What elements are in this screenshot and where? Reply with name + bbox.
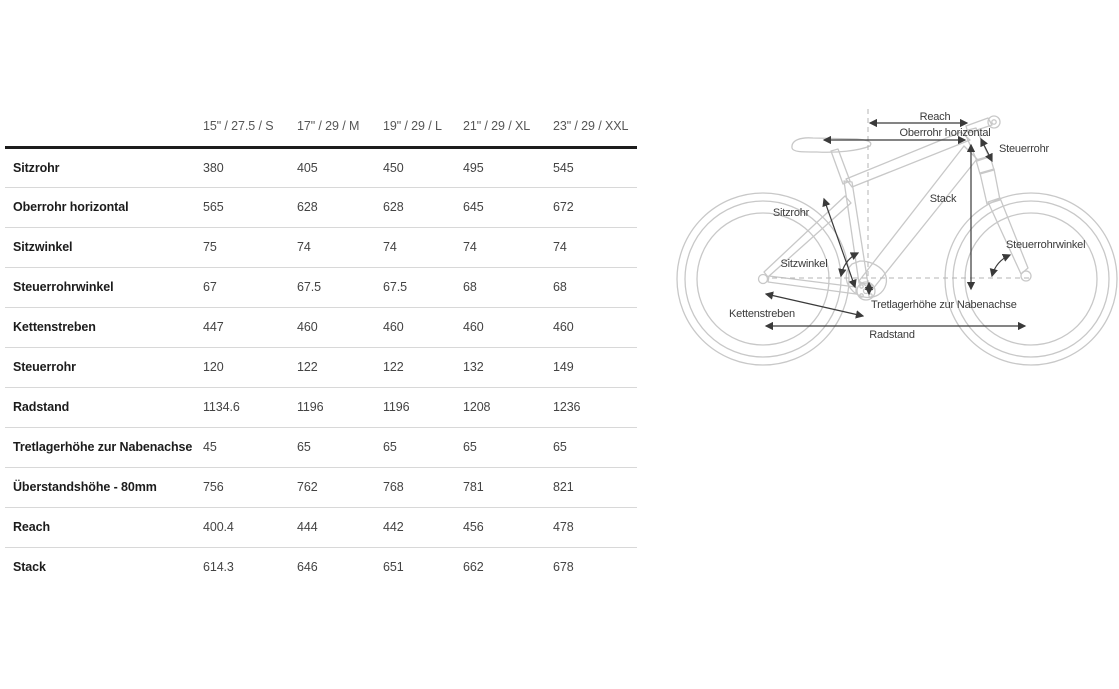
geometry-row bbox=[5, 187, 637, 227]
geometry-value: 450 bbox=[380, 147, 460, 187]
size-column-header: 17" / 29 / M bbox=[294, 107, 380, 147]
geometry-value: 74 bbox=[460, 227, 550, 267]
kettenstreben-arrow bbox=[766, 294, 863, 316]
geometry-row bbox=[5, 507, 637, 547]
geometry-row-label: Kettenstreben bbox=[5, 307, 200, 347]
geometry-value: 68 bbox=[460, 267, 550, 307]
guide-lines bbox=[772, 109, 1030, 284]
geometry-value: 380 bbox=[200, 147, 294, 187]
geometry-value: 651 bbox=[383, 560, 404, 575]
geometry-value: 67 bbox=[200, 267, 294, 307]
geometry-row-label: Radstand bbox=[5, 387, 200, 427]
geometry-value: 442 bbox=[380, 507, 460, 547]
geometry-row-label: Stack bbox=[13, 560, 46, 575]
geometry-value: 74 bbox=[294, 227, 380, 267]
geometry-value: 65 bbox=[294, 427, 380, 467]
geometry-value: 821 bbox=[550, 467, 637, 507]
diagram-label-stack: Stack bbox=[929, 193, 957, 205]
geometry-value: 67.5 bbox=[380, 267, 460, 307]
geometry-value: 1236 bbox=[550, 387, 637, 427]
geometry-value: 460 bbox=[380, 307, 460, 347]
geometry-value: 120 bbox=[200, 347, 294, 387]
geometry-value: 1196 bbox=[380, 387, 460, 427]
rear-wheel bbox=[677, 193, 849, 365]
size-column-header: 21" / 29 / XL bbox=[460, 107, 550, 147]
diagram-label-radstand: Radstand bbox=[869, 329, 915, 341]
geometry-value: 400.4 bbox=[200, 507, 294, 547]
geometry-value: 565 bbox=[200, 187, 294, 227]
geometry-value: 628 bbox=[380, 187, 460, 227]
corner-header-cell bbox=[5, 107, 200, 147]
steuerrohrwinkel-angle-arrow bbox=[992, 255, 1010, 276]
geometry-value: 122 bbox=[380, 347, 460, 387]
fork bbox=[976, 156, 1031, 281]
geometry-row bbox=[5, 427, 637, 467]
diagram-label-steuerrohr: Steuerrohr bbox=[999, 143, 1049, 155]
diagram-label-kettenstreben: Kettenstreben bbox=[729, 308, 795, 320]
geometry-value: 1134.6 bbox=[200, 387, 294, 427]
geometry-value: 74 bbox=[550, 227, 637, 267]
geometry-value: 646 bbox=[297, 560, 318, 575]
geometry-row-label: Oberrohr horizontal bbox=[5, 187, 200, 227]
geometry-value: 478 bbox=[550, 507, 637, 547]
geometry-value: 495 bbox=[460, 147, 550, 187]
front-wheel bbox=[945, 193, 1117, 365]
size-column-header: 23" / 29 / XXL bbox=[550, 107, 637, 147]
measurement-arrows bbox=[766, 123, 1025, 326]
geometry-value: 67.5 bbox=[294, 267, 380, 307]
geometry-value: 149 bbox=[550, 347, 637, 387]
steuerrohr-arrow bbox=[981, 139, 992, 161]
geometry-value: 68 bbox=[550, 267, 637, 307]
geometry-row bbox=[5, 147, 637, 187]
geometry-row bbox=[5, 387, 637, 427]
geometry-value: 74 bbox=[380, 227, 460, 267]
frame bbox=[764, 116, 1000, 294]
geometry-table-section bbox=[5, 107, 638, 587]
geometry-value: 628 bbox=[294, 187, 380, 227]
geometry-row-label: Sitzrohr bbox=[5, 147, 200, 187]
geometry-row bbox=[5, 227, 637, 267]
geometry-row-label: Steuerrohrwinkel bbox=[5, 267, 200, 307]
geometry-value: 460 bbox=[460, 307, 550, 347]
geometry-value: 132 bbox=[460, 347, 550, 387]
geometry-row-label: Tretlagerhöhe zur Nabenachse bbox=[5, 427, 200, 467]
geometry-value: 678 bbox=[553, 560, 574, 575]
bike-line-art bbox=[677, 116, 1117, 365]
diagram-label-reach: Reach bbox=[919, 111, 951, 123]
geometry-value: 45 bbox=[200, 427, 294, 467]
diagram-label-sitzwinkel: Sitzwinkel bbox=[780, 258, 828, 270]
geometry-value: 1208 bbox=[460, 387, 550, 427]
geometry-row bbox=[5, 547, 637, 587]
geometry-value: 762 bbox=[294, 467, 380, 507]
geometry-row bbox=[5, 467, 637, 507]
bottom-bracket-motor bbox=[846, 261, 886, 300]
geometry-value: 65 bbox=[460, 427, 550, 467]
geometry-value: 756 bbox=[200, 467, 294, 507]
geometry-value: 614.3 bbox=[203, 560, 234, 575]
geometry-value: 456 bbox=[460, 507, 550, 547]
geometry-value: 460 bbox=[294, 307, 380, 347]
sitzwinkel-angle-arrow bbox=[841, 253, 858, 276]
geometry-value: 672 bbox=[550, 187, 637, 227]
diagram-label-tretlagerhoehe: Tretlagerhöhe zur Nabenachse bbox=[871, 299, 1017, 311]
geometry-value: 75 bbox=[200, 227, 294, 267]
size-column-header: 19" / 29 / L bbox=[380, 107, 460, 147]
geometry-value: 65 bbox=[550, 427, 637, 467]
geometry-value: 662 bbox=[463, 560, 484, 575]
diagram-label-sitzrohr: Sitzrohr bbox=[772, 207, 810, 219]
geometry-value: 645 bbox=[460, 187, 550, 227]
diagram-labels bbox=[729, 111, 1085, 341]
size-header-row bbox=[5, 107, 637, 147]
geometry-value: 1196 bbox=[294, 387, 380, 427]
size-column-header: 15" / 27.5 / S bbox=[200, 107, 294, 147]
sitzrohr-arrow bbox=[824, 199, 855, 287]
geometry-value: 545 bbox=[550, 147, 637, 187]
diagram-label-steuerrohrwinkel: Steuerrohrwinkel bbox=[1006, 239, 1086, 251]
geometry-row-label: Steuerrohr bbox=[5, 347, 200, 387]
geometry-value: 65 bbox=[380, 427, 460, 467]
geometry-row-label: Sitzwinkel bbox=[5, 227, 200, 267]
geometry-row-label: Überstandshöhe - 80mm bbox=[5, 467, 200, 507]
geometry-value: 444 bbox=[294, 507, 380, 547]
geometry-value: 447 bbox=[200, 307, 294, 347]
geometry-row bbox=[5, 347, 637, 387]
diagram-label-oberrohr: Oberrohr horizontal bbox=[899, 127, 991, 139]
geometry-value: 460 bbox=[550, 307, 637, 347]
geometry-value: 781 bbox=[460, 467, 550, 507]
geometry-value: 768 bbox=[380, 467, 460, 507]
geometry-row-label: Reach bbox=[5, 507, 200, 547]
geometry-value: 405 bbox=[294, 147, 380, 187]
geometry-table bbox=[5, 107, 637, 587]
geometry-value: 122 bbox=[294, 347, 380, 387]
geometry-row bbox=[5, 267, 637, 307]
geometry-row bbox=[5, 307, 637, 347]
